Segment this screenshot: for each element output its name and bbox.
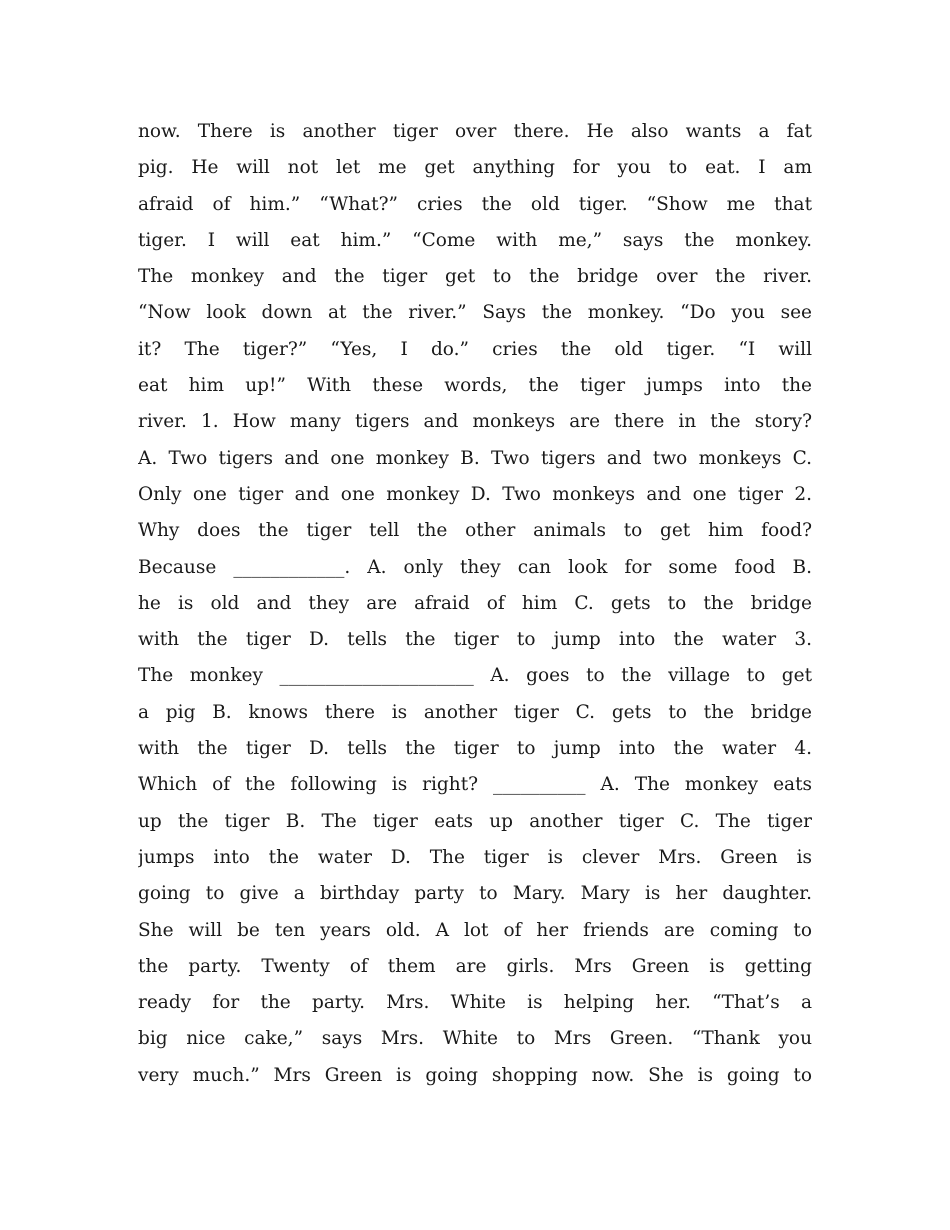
- text-line: the party. Twenty of them are girls. Mrs Green is getting: [138, 955, 812, 977]
- text-line: big nice cake,” says Mrs. White to Mrs Green. “Thank you: [138, 1028, 812, 1050]
- text-line: eat him up!” With these words, the tiger jumps into the: [138, 375, 812, 397]
- text-line: ready for the party. Mrs. White is helping her. “That’s a: [138, 992, 812, 1014]
- text-line: Which of the following is right? __________ A. The monkey eats: [138, 774, 812, 796]
- text-line: pig. He will not let me get anything for you to eat. I am: [138, 157, 812, 179]
- text-line: Why does the tiger tell the other animals to get him food?: [138, 520, 812, 542]
- text-line: he is old and they are afraid of him C. gets to the bridge: [138, 592, 812, 614]
- text-line: afraid of him.” “What?” cries the old tiger. “Show me that: [138, 193, 812, 215]
- text-line: The monkey _____________________ A. goes to the village to get: [138, 665, 812, 687]
- text-line: a pig B. knows there is another tiger C. gets to the bridge: [138, 701, 812, 723]
- text-line: with the tiger D. tells the tiger to jump into the water 3.: [138, 629, 812, 651]
- text-line: “Now look down at the river.” Says the monkey. “Do you see: [138, 302, 812, 324]
- text-line: very much.” Mrs Green is going shopping now. She is going to: [138, 1064, 812, 1086]
- text-line: The monkey and the tiger get to the bridge over the river.: [138, 266, 812, 288]
- text-line: up the tiger B. The tiger eats up another tiger C. The tiger: [138, 810, 812, 832]
- text-line: Only one tiger and one monkey D. Two monkeys and one tiger 2.: [138, 483, 812, 505]
- text-line: She will be ten years old. A lot of her friends are coming to: [138, 919, 812, 941]
- body-text: [138, 114, 812, 1094]
- text-line: it? The tiger?” “Yes, I do.” cries the old tiger. “I will: [138, 338, 812, 360]
- text-line: jumps into the water D. The tiger is clever Mrs. Green is: [138, 846, 812, 868]
- text-line: river. 1. How many tigers and monkeys are there in the story?: [138, 411, 812, 433]
- text-line: with the tiger D. tells the tiger to jump into the water 4.: [138, 738, 812, 760]
- text-line: tiger. I will eat him.” “Come with me,” says the monkey.: [138, 229, 812, 251]
- text-line: A. Two tigers and one monkey B. Two tigers and two monkeys C.: [138, 447, 812, 469]
- text-line: going to give a birthday party to Mary. Mary is her daughter.: [138, 883, 812, 905]
- text-line: Because ____________. A. only they can look for some food B.: [138, 556, 812, 578]
- text-line: now. There is another tiger over there. He also wants a fat: [138, 121, 812, 142]
